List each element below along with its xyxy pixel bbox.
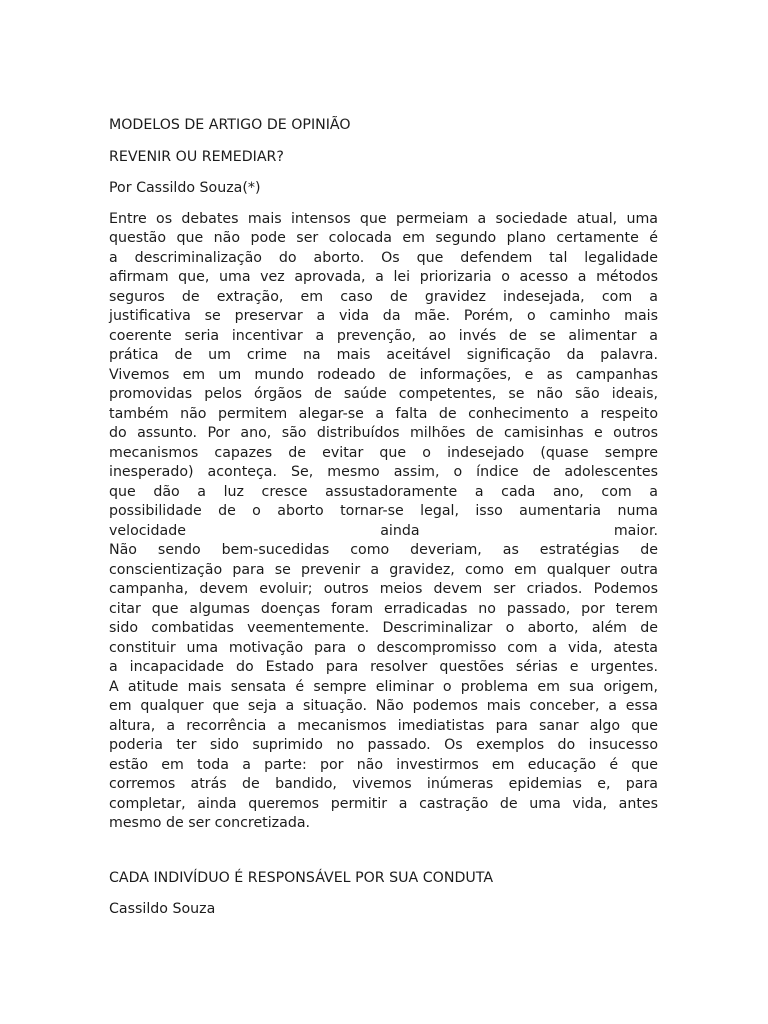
body-line: questão que não pode ser colocada em segundo plano certamente é <box>109 230 658 246</box>
article-title: REVENIR OU REMEDIAR? <box>109 148 284 165</box>
body-line: possibilidade de o aborto tornar-se legal, isso aumentaria numa <box>109 503 658 519</box>
article-byline: Por Cassildo Souza(*) <box>109 180 261 196</box>
body-line: Vivemos em um mundo rodeado de informações, e as campanhas <box>109 366 658 383</box>
section-title: CADA INDIVÍDUO É RESPONSÁVEL POR SUA CONDUTA <box>109 869 494 886</box>
document-heading: MODELOS DE ARTIGO DE OPINIÃO <box>109 117 351 133</box>
body-line: poderia ter sido suprimido no passado. Os exemplos do insucesso <box>109 737 658 753</box>
body-line: seguros de extração, em caso de gravidez indesejada, com a <box>109 288 658 305</box>
body-line: conscientização para se prevenir a gravidez, como em qualquer outra <box>109 561 658 578</box>
body-line: altura, a recorrência a mecanismos imediatistas para sanar algo que <box>109 717 658 734</box>
body-line: prática de um crime na mais aceitável significação da palavra. <box>109 347 658 363</box>
body-line: campanha, devem evoluir; outros meios devem ser criados. Podemos <box>109 581 658 597</box>
body-line: inesperado) aconteça. Se, mesmo assim, o índice de adolescentes <box>109 464 658 480</box>
body-line: A atitude mais sensata é sempre eliminar o problema em sua origem, <box>109 678 658 695</box>
section-gap <box>109 834 658 869</box>
body-line: afirmam que, uma vez aprovada, a lei priorizaria o acesso a métodos <box>109 269 658 285</box>
body-line: que dão a luz cresce assustadoramente a cada ano, com a <box>109 483 658 500</box>
document-page <box>109 116 658 920</box>
body-line: completar, ainda queremos permitir a castração de uma vida, antes <box>109 795 658 812</box>
body-line: do assunto. Por ano, são distribuídos milhões de camisinhas e outros <box>109 425 658 441</box>
body-line: Não sendo bem-sucedidas como deveriam, as estratégias de <box>109 542 658 558</box>
body-line: Entre os debates mais intensos que permeiam a sociedade atual, uma <box>109 210 658 227</box>
body-line: constituir uma motivação para o descompromisso com a vida, atesta <box>109 639 658 656</box>
body-line: sido combatidas veementemente. Descriminalizar o aborto, além de <box>109 620 658 636</box>
body-line: velocidade ainda maior. <box>109 522 658 539</box>
section-author: Cassildo Souza <box>109 901 216 917</box>
body-line: promovidas pelos órgãos de saúde competentes, se não são ideais, <box>109 386 658 402</box>
body-line: coerente seria incentivar a prevenção, ao invés de se alimentar a <box>109 327 658 344</box>
article-body <box>109 210 658 834</box>
body-line: mecanismos capazes de evitar que o indesejado (quase sempre <box>109 444 658 461</box>
body-line: citar que algumas doenças foram erradicadas no passado, por terem <box>109 600 658 617</box>
body-line: também não permitem alegar-se a falta de conhecimento a respeito <box>109 405 658 422</box>
body-line: a descriminalização do aborto. Os que defendem tal legalidade <box>109 249 658 266</box>
body-line: em qualquer que seja a situação. Não podemos mais conceber, a essa <box>109 698 658 714</box>
body-line: justificativa se preservar a vida da mãe. Porém, o caminho mais <box>109 308 658 324</box>
body-line: a incapacidade do Estado para resolver questões sérias e urgentes. <box>109 659 658 675</box>
body-line: mesmo de ser concretizada. <box>109 815 311 831</box>
body-line: corremos atrás de bandido, vivemos inúmeras epidemias e, para <box>109 776 658 792</box>
body-line: estão em toda a parte: por não investirmos em educação é que <box>109 756 658 773</box>
